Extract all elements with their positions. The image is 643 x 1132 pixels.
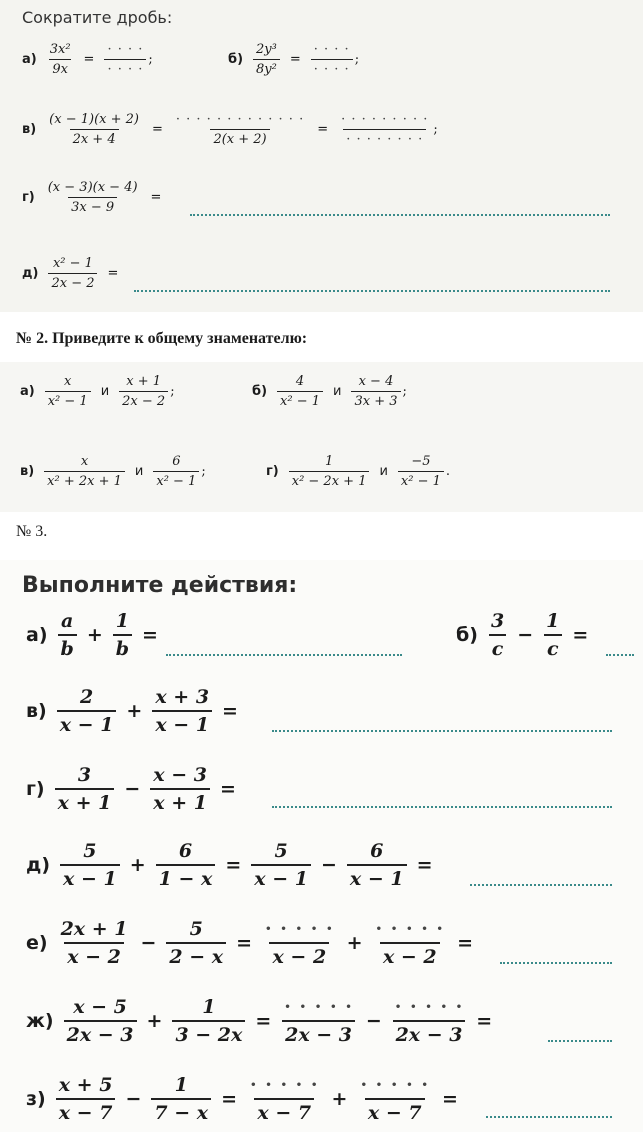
fraction: $\frac{(x - 3)(x - 4)}{3x - 9}$ [47, 180, 138, 215]
fraction: $\frac{\text{x² − 1}}{2x - 2}$ [48, 256, 97, 291]
answer-line[interactable] [486, 1116, 612, 1118]
answer-line[interactable] [470, 884, 612, 886]
s3-item-d: д) $\frac{5}{x - 1}$ + $\frac{6}{1 - x}$ = $\frac{5}{x - 1}$ − $\frac{6}{x - 1}$ = [26, 840, 433, 890]
s3-item-b: б) $\frac{3}{c}$ − $\frac{1}{c}$ = [456, 610, 589, 660]
fraction: $\frac{(x - 1)(x + 2)}{2x + 4}$ [49, 112, 139, 147]
s3-item-v: в) $\frac{2}{x - 1}$ + $\frac{x + 3}{x - 1}$ = [26, 686, 238, 736]
fraction: $\frac{\text{2y³}}{\text{8y²}}$ [253, 42, 280, 77]
s2-item-a: а) $\frac{x}{\text{x² − 1}}$ и $\frac{x + 1}{2x - 2}$ ; [20, 374, 175, 409]
section3-title: Выполните действия: [22, 573, 298, 598]
section3-number: № 3. [16, 523, 48, 540]
answer-line[interactable] [190, 214, 610, 216]
answer-line[interactable] [272, 806, 612, 808]
item-label: а) [22, 52, 37, 67]
answer-line[interactable] [166, 654, 402, 656]
answer-fraction[interactable]: $\frac{\cdot \cdot \cdot \cdot}{\cdot \cdot \cdot \cdot}$ [104, 42, 146, 77]
section2-title: № 2. Приведите к общему знаменателю: [16, 330, 308, 347]
s2-item-v: в) $\frac{x}{\text{x² + 2x + 1}}$ и $\frac{6}{\text{x² − 1}}$ ; [20, 454, 206, 489]
s3-item-z: з) $\frac{x + 5}{x - 7}$ − $\frac{1}{7 - x}$ = $\frac{\cdot \cdot \cdot \cdot \cdot}{x - 7}$ + $\frac{\cdot \cdot \cdot \cdot \cdot}{x - 7}$ = [26, 1074, 458, 1124]
answer-fraction[interactable]: $\frac{\cdot \cdot \cdot \cdot}{\cdot \cdot \cdot \cdot}$ [311, 42, 353, 77]
section1-title: Сократите дробь: [22, 8, 173, 27]
answer-fraction[interactable]: $\frac{\cdot \cdot \cdot \cdot \cdot \cdot \cdot \cdot \cdot \cdot \cdot \cdot \cdot}{2(x + 2)}$ [175, 112, 305, 147]
s1-item-v: в) $\frac{(x - 1)(x + 2)}{2x + 4}$ = $\frac{\cdot \cdot \cdot \cdot \cdot \cdot \cdot \cdot \cdot \cdot \cdot \cdot \cdot}{2(x + 2)}$ = $\frac{\cdot \cdot \cdot \cdot \cdot \cdot \cdot \cdot \cdot}{\cdot \cdot \cdot \cdot \cdot \cdot \cdot \cdot}$ ; [22, 112, 438, 147]
answer-line[interactable] [500, 962, 612, 964]
s1-item-d: д) $\frac{\text{x² − 1}}{2x - 2}$ = [22, 256, 119, 291]
answer-line[interactable] [272, 730, 612, 732]
s1-item-g: г) $\frac{(x - 3)(x - 4)}{3x - 9}$ = [22, 180, 162, 215]
s2-item-g: г) $\frac{1}{\text{x² − 2x + 1}}$ и $\frac{-5}{\text{x² − 1}}$ . [266, 454, 451, 489]
s3-item-a: а) $\frac{a}{b}$ + $\frac{1}{b}$ = [26, 610, 158, 660]
answer-line[interactable] [606, 654, 634, 656]
s2-item-b: б) $\frac{4}{\text{x² − 1}}$ и $\frac{x - 4}{3x + 3}$ ; [252, 374, 407, 409]
fraction: $\frac{\text{3x²}}{9x}$ [49, 42, 71, 77]
s1-item-b: б) $\frac{\text{2y³}}{\text{8y²}}$ = $\frac{\cdot \cdot \cdot \cdot}{\cdot \cdot \cdot \cdot}$ ; [228, 42, 360, 77]
s3-item-zh: ж) $\frac{x - 5}{2x - 3}$ + $\frac{1}{3 - 2x}$ = $\frac{\cdot \cdot \cdot \cdot \cdot}{2x - 3}$ − $\frac{\cdot \cdot \cdot \cdot \cdot}{2x - 3}$ = [26, 996, 493, 1046]
answer-line[interactable] [548, 1040, 612, 1042]
answer-line[interactable] [134, 290, 610, 292]
answer-fraction[interactable]: $\frac{\cdot \cdot \cdot \cdot \cdot \cdot \cdot \cdot \cdot}{\cdot \cdot \cdot \cdot \cdot \cdot \cdot \cdot}$ [341, 112, 429, 147]
s1-item-a: а) $\frac{\text{3x²}}{9x}$ = $\frac{\cdot \cdot \cdot \cdot}{\cdot \cdot \cdot \cdot}$ ; [22, 42, 153, 77]
s3-item-e: е) $\frac{2x + 1}{x - 2}$ − $\frac{5}{2 - x}$ = $\frac{\cdot \cdot \cdot \cdot \cdot}{x - 2}$ + $\frac{\cdot \cdot \cdot \cdot \cdot}{x - 2}$ = [26, 918, 473, 968]
s3-item-g: г) $\frac{3}{x + 1}$ − $\frac{x - 3}{x + 1}$ = [26, 764, 236, 814]
